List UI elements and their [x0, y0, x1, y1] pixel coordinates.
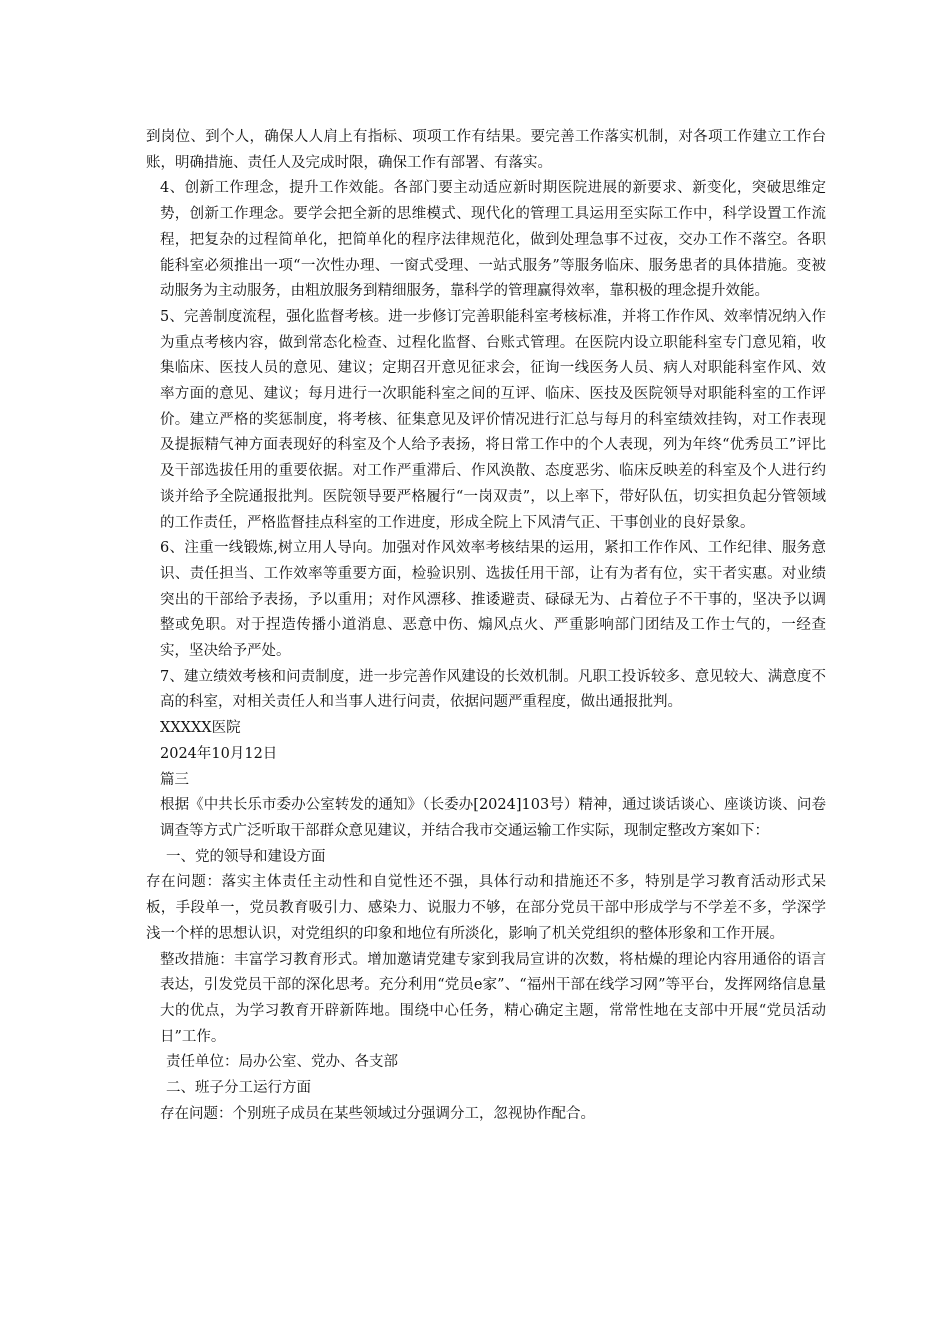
signature-date: 2024年10月12日 [160, 745, 278, 762]
document-body [146, 125, 826, 1127]
paragraph: 存在问题：落实主体责任主动性和自觉性还不强，具体行动和措施还不多，特别是学习教育活动形式呆板，手段单一，党员教育吸引力、感染力、说服力不够，在部分党员干部中形成学与不学差不多，学深学浅一个样的思想认识，对党组织的印象和地位有所淡化，影响了机关党组织的整体形象和工作开展。 [146, 874, 826, 942]
paragraph: 整改措施：丰富学习教育形式。增加邀请党建专家到我局宣讲的次数，将枯燥的理论内容用通俗的语言表达，引发党员干部的深化思考。充分利用“党员e家”、“福州干部在线学习网”等平台，发挥网络信息量大的优点，为学习教育开辟新阵地。围绕中心任务，精心确定主题，常常性地在支部中开展“党员活动日”工作。 [160, 951, 826, 1045]
paragraph: 存在问题：个别班子成员在某些领域过分强调分工，忽视协作配合。 [160, 1105, 595, 1122]
heading: 二、班子分工运行方面 [166, 1080, 311, 1097]
paragraph: 7、建立绩效考核和问责制度，进一步完善作风建设的长效机制。凡职工投诉较多、意见较大、满意度不高的科室，对相关责任人和当事人进行问责，依据问题严重程度，做出通报批判。 [160, 668, 826, 711]
responsible-units: 责任单位：局办公室、党办、各支部 [166, 1054, 398, 1071]
paragraph: 5、完善制度流程，强化监督考核。进一步修订完善职能科室考核标准，并将工作作风、效率情况纳入作为重点考核内容，做到常态化检查、过程化监督、台账式管理。在医院内设立职能科室专门意见箱，收集临床、医技人员的意见、建议；定期召开意见征求会，征询一线医务人员、病人对职能科室作风、效率方面的意见、建议；每月进行一次职能科室之间的互评、临床、医技及医院领导对职能科室的工作评价。建立严格的奖惩制度，将考核、征集意见及评价情况进行汇总与每月的科室绩效挂钩，对工作表现及提振精气神方面表现好的科室及个人给予表扬，将日常工作中的个人表现，列为年终“优秀员工”评比及干部选拔任用的重要依据。对工作严重滞后、作风涣散、态度恶劣、临床反映差的科室及个人进行约谈并给予全院通报批判。医院领导要严格履行“一岗双责”，以上率下，带好队伍，切实担负起分管领域的工作责任，严格监督挂点科室的工作进度，形成全院上下风清气正、干事创业的良好景象。 [160, 308, 826, 531]
paragraph: 到岗位、到个人，确保人人肩上有指标、项项工作有结果。要完善工作落实机制，对各项工作建立工作台账，明确措施、责任人及完成时限，确保工作有部署、有落实。 [146, 129, 826, 171]
section-title: 篇三 [160, 771, 189, 788]
paragraph: 4、创新工作理念，提升工作效能。各部门要主动适应新时期医院进展的新要求、新变化，突破思维定势，创新工作理念。要学会把全新的思维模式、现代化的管理工具运用至实际工作中，科学设置工作流程，把复杂的过程简单化，把简单化的程序法律规范化，做到处理急事不过夜，交办工作不落空。各职能科室必须推出一项“一次性办理、一窗式受理、一站式服务”等服务临床、服务患者的具体措施。变被动服务为主动服务，由粗放服务到精细服务，靠科学的管理赢得效率，靠积极的理念提升效能。 [160, 180, 826, 300]
signature-org: XXXXX医院 [160, 720, 241, 737]
paragraph: 6、注重一线锻炼,树立用人导向。加强对作风效率考核结果的运用，紧扣工作作风、工作纪律、服务意识、责任担当、工作效率等重要方面，检验识别、选拔任用干部，让有为者有位，实干者实惠。对业绩突出的干部给予表扬，予以重用；对作风漂移、推诿避责、碌碌无为、占着位子不干事的，坚决予以调整或免职。对于捏造传播小道消息、恶意中伤、煽风点火、严重影响部门团结及工作士气的，一经查实，坚决给予严处。 [160, 540, 826, 660]
paragraph: 根据《中共长乐市委办公室转发的通知》（长委办[2024]103号）精神，通过谈话谈心、座谈访谈、问卷调查等方式广泛听取干部群众意见建议，并结合我市交通运输工作实际，现制定整改方案如下： [160, 797, 826, 839]
heading: 一、党的领导和建设方面 [166, 848, 326, 865]
